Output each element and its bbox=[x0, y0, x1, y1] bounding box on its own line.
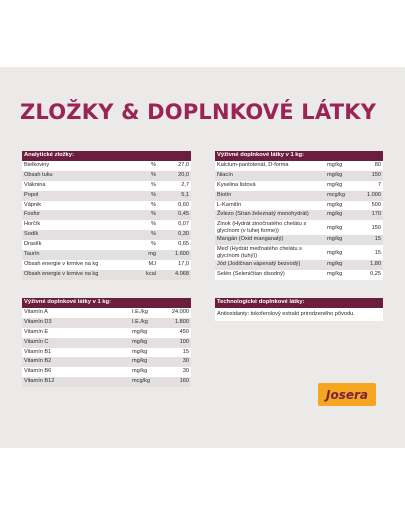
row-unit: mg/kg bbox=[325, 270, 355, 280]
row-name: Vitamín C bbox=[22, 338, 130, 348]
row-unit: % bbox=[134, 191, 158, 201]
row-name: Biotín bbox=[215, 191, 325, 201]
technological-header-label: Technologické doplnkové látky: bbox=[215, 298, 383, 308]
row-name: Meď (Hydrát meďnatého chelátu s glycínom (tuhý)) bbox=[215, 245, 325, 260]
row-unit: mg/kg bbox=[130, 338, 161, 348]
technological-note: Antioxidanty: tokoferolový extrakt prirodzeného pôvodu. bbox=[215, 308, 383, 321]
row-unit: % bbox=[134, 201, 158, 211]
additives-table-header bbox=[215, 151, 383, 161]
row-name: Taurín bbox=[22, 250, 134, 260]
row-name: Vitamín D3 bbox=[22, 318, 130, 328]
row-name: Bielkoviny bbox=[22, 161, 134, 171]
row-unit: I.E./kg bbox=[130, 318, 161, 328]
row-value: 0,45 bbox=[158, 210, 191, 220]
table-row bbox=[22, 230, 191, 240]
row-name: Horčík bbox=[22, 220, 134, 230]
row-name: Obsah energie v krmive na kg bbox=[22, 260, 134, 270]
row-unit: % bbox=[134, 161, 158, 171]
row-unit: mg/kg bbox=[325, 181, 355, 191]
table-row bbox=[215, 210, 383, 220]
table-row bbox=[215, 181, 383, 191]
row-name: Vláknina bbox=[22, 181, 134, 191]
row-value: 15 bbox=[161, 348, 191, 358]
row-value: 2,7 bbox=[158, 181, 191, 191]
vitamins-table bbox=[22, 298, 191, 387]
row-unit: mg/kg bbox=[325, 210, 355, 220]
table-row bbox=[215, 308, 383, 321]
row-name: Vitamín A bbox=[22, 308, 130, 318]
row-value: 150 bbox=[355, 171, 383, 181]
table-row bbox=[22, 348, 191, 358]
table-row bbox=[22, 367, 191, 377]
table-row bbox=[215, 161, 383, 171]
row-unit: % bbox=[134, 230, 158, 240]
additives-table bbox=[215, 151, 383, 280]
row-value: 24.000 bbox=[161, 308, 191, 318]
row-value: 0,30 bbox=[158, 230, 191, 240]
row-value: 0,07 bbox=[158, 220, 191, 230]
row-unit: % bbox=[134, 220, 158, 230]
logo-text: Josera bbox=[325, 387, 368, 402]
analytic-table bbox=[22, 151, 191, 280]
technological-table bbox=[215, 298, 383, 321]
row-name: L-Karnitín bbox=[215, 201, 325, 211]
row-value: 30 bbox=[161, 357, 191, 367]
additives-header-label: Výživné doplnkové látky v 1 kg: bbox=[215, 151, 383, 161]
table-row bbox=[22, 240, 191, 250]
row-value: 20,0 bbox=[158, 171, 191, 181]
row-value: 7 bbox=[355, 181, 383, 191]
row-value: 4.068 bbox=[158, 270, 191, 280]
table-row bbox=[22, 357, 191, 367]
row-unit: mg/kg bbox=[130, 367, 161, 377]
row-value: 17,0 bbox=[158, 260, 191, 270]
row-unit: mg/kg bbox=[130, 328, 161, 338]
row-value: 1.800 bbox=[161, 318, 191, 328]
row-name: Vitamín B6 bbox=[22, 367, 130, 377]
row-unit: % bbox=[134, 171, 158, 181]
row-unit: mg/kg bbox=[130, 348, 161, 358]
table-row bbox=[22, 210, 191, 220]
row-value: 0,60 bbox=[158, 201, 191, 211]
table-row bbox=[22, 318, 191, 328]
table-row bbox=[22, 308, 191, 318]
row-unit: % bbox=[134, 210, 158, 220]
row-unit: mg/kg bbox=[325, 220, 355, 235]
table-row bbox=[215, 260, 383, 270]
row-name: Vitamín E bbox=[22, 328, 130, 338]
table-row bbox=[215, 270, 383, 280]
row-value: 15 bbox=[355, 235, 383, 245]
row-name: Vápnik bbox=[22, 201, 134, 211]
table-row bbox=[22, 201, 191, 211]
row-unit: I.E./kg bbox=[130, 308, 161, 318]
row-name: Sodík bbox=[22, 230, 134, 240]
row-value: 5,1 bbox=[158, 191, 191, 201]
row-unit: mg/kg bbox=[325, 161, 355, 171]
row-unit: mg/kg bbox=[130, 357, 161, 367]
row-unit: mg bbox=[134, 250, 158, 260]
table-row bbox=[215, 201, 383, 211]
vitamins-table-header bbox=[22, 298, 191, 308]
row-name: Železo (Síran železnatý monohydrát) bbox=[215, 210, 325, 220]
row-value: 30 bbox=[161, 367, 191, 377]
table-row bbox=[22, 181, 191, 191]
analytic-header-label: Analytické zložky: bbox=[22, 151, 191, 161]
row-name: Vitamín B12 bbox=[22, 377, 130, 387]
table-row bbox=[22, 161, 191, 171]
vitamins-header-label: Výživné doplnkové látky v 1 kg: bbox=[22, 298, 191, 308]
row-value: 1.000 bbox=[355, 191, 383, 201]
table-row bbox=[22, 191, 191, 201]
row-unit: mg/kg bbox=[325, 201, 355, 211]
table-row bbox=[22, 377, 191, 387]
row-unit: mcg/kg bbox=[325, 191, 355, 201]
row-name: Zinok (Hydrát zinočnatého chelátu s glycínom (v tuhej forme)) bbox=[215, 220, 325, 235]
row-value: 160 bbox=[161, 377, 191, 387]
table-row bbox=[215, 235, 383, 245]
table-row bbox=[22, 270, 191, 280]
row-unit: mg/kg bbox=[325, 260, 355, 270]
table-row bbox=[215, 220, 383, 235]
row-value: 80 bbox=[355, 161, 383, 171]
row-unit: kcal bbox=[134, 270, 158, 280]
row-name: Obsah tuku bbox=[22, 171, 134, 181]
row-unit: mcg/kg bbox=[130, 377, 161, 387]
row-value: 170 bbox=[355, 210, 383, 220]
row-value: 450 bbox=[161, 328, 191, 338]
technological-table-header bbox=[215, 298, 383, 308]
table-row bbox=[22, 220, 191, 230]
row-name: Vitamín B2 bbox=[22, 357, 130, 367]
row-name: Selén (Seleničitan disodný) bbox=[215, 270, 325, 280]
table-row bbox=[22, 338, 191, 348]
row-name: Fosfor bbox=[22, 210, 134, 220]
row-unit: mg/kg bbox=[325, 235, 355, 245]
table-row bbox=[22, 171, 191, 181]
row-name: Draslík bbox=[22, 240, 134, 250]
row-name: Kalcium-pantotenát, D-forma bbox=[215, 161, 325, 171]
row-unit: % bbox=[134, 181, 158, 191]
row-value: 150 bbox=[355, 220, 383, 235]
table-row bbox=[215, 171, 383, 181]
page-title: ZLOŽKY & DOPLNKOVÉ LÁTKY bbox=[20, 100, 377, 124]
row-value: 100 bbox=[161, 338, 191, 348]
row-value: 27,0 bbox=[158, 161, 191, 171]
analytic-table-header bbox=[22, 151, 191, 161]
row-unit: mg/kg bbox=[325, 171, 355, 181]
row-value: 0,25 bbox=[355, 270, 383, 280]
row-name: Mangán (Oxid manganatý) bbox=[215, 235, 325, 245]
row-value: 15 bbox=[355, 245, 383, 260]
row-unit: % bbox=[134, 240, 158, 250]
row-value: 1.600 bbox=[158, 250, 191, 260]
row-unit: mg/kg bbox=[325, 245, 355, 260]
row-unit: MJ bbox=[134, 260, 158, 270]
row-value: 500 bbox=[355, 201, 383, 211]
row-name: Niacín bbox=[215, 171, 325, 181]
row-name: Vitamín B1 bbox=[22, 348, 130, 358]
table-row bbox=[215, 245, 383, 260]
table-row bbox=[22, 260, 191, 270]
row-name: Jód (Jodičnan vápenatý bezvodý) bbox=[215, 260, 325, 270]
row-name: Obsah energie v krmive na kg bbox=[22, 270, 134, 280]
table-row bbox=[22, 328, 191, 338]
row-value: 0,65 bbox=[158, 240, 191, 250]
table-row bbox=[215, 191, 383, 201]
row-name: Popol bbox=[22, 191, 134, 201]
row-name: Kyselina listová bbox=[215, 181, 325, 191]
table-row bbox=[22, 250, 191, 260]
row-value: 1,80 bbox=[355, 260, 383, 270]
josera-logo bbox=[318, 383, 376, 406]
